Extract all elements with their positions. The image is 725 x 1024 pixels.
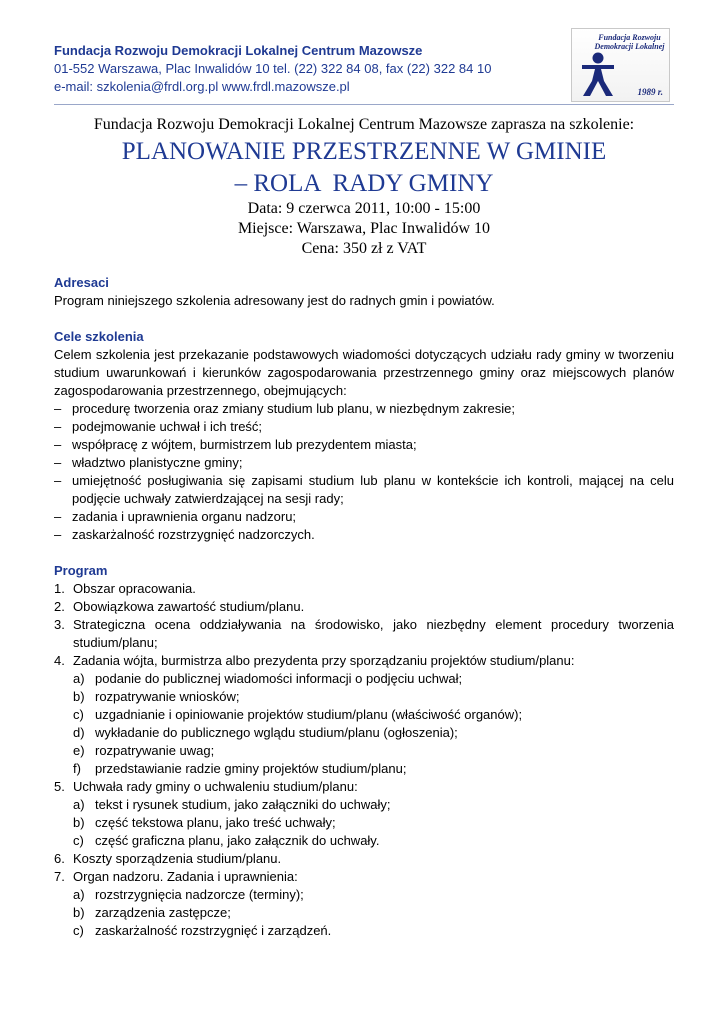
program-subitem-text: zarządzenia zastępcze;	[95, 905, 231, 920]
program-subitem	[54, 832, 674, 850]
program-subitem	[54, 760, 674, 778]
cele-intro: Celem szkolenia jest przekazanie podstawowych wiadomości dotyczących udziału rady gminy w tworzeniu studium uwarunkowań i kierunków zagospodarowania przestrzennego gminy oraz miejscowych planów zagospodarowania przestrzennego, obejmujących:	[54, 347, 674, 398]
list-item-text: umiejętność posługiwania się zapisami studium lub planu w kontekście ich kontroli, mającej na celu podjęcie uchwały zatwierdzającej na sesji rady;	[72, 473, 674, 506]
program-subitem	[54, 706, 674, 724]
program-subitem-letter: a)	[73, 797, 85, 812]
program-subitem-letter: a)	[73, 887, 85, 902]
foundation-logo	[571, 28, 670, 102]
event-details	[54, 199, 674, 259]
adresaci-text: Program niniejszego szkolenia adresowany jest do radnych gmin i powiatów.	[54, 293, 495, 308]
dash-bullet: –	[54, 527, 62, 542]
program-subitem-text: część graficzna planu, jako załącznik do uchwały.	[95, 833, 380, 848]
program-item	[54, 616, 674, 652]
program-item-text: Zadania wójta, burmistrza albo prezydenta przy sporządzaniu projektów studium/planu:	[73, 653, 575, 668]
program-subitem	[54, 742, 674, 760]
program-item-text: Organ nadzoru. Zadania i uprawnienia:	[73, 869, 298, 884]
training-title-line1: PLANOWANIE PRZESTRZENNE W GMINIE	[121, 138, 607, 165]
program-item-number: 3.	[54, 617, 65, 632]
program-item-number: 4.	[54, 653, 65, 668]
list-item	[54, 526, 674, 544]
program-subitem-letter: a)	[73, 671, 85, 686]
program-subitem	[54, 904, 674, 922]
program-item-number: 7.	[54, 869, 65, 884]
program-subitem-letter: b)	[73, 905, 85, 920]
program-item-text: Strategiczna ocena oddziaływania na środowisko, jako niezbędny element procedury tworzenia studium/planu;	[73, 617, 674, 650]
program-subitem-text: rozpatrywanie wniosków;	[95, 689, 240, 704]
list-item-text: władztwo planistyczne gminy;	[72, 455, 243, 470]
program-item	[54, 868, 674, 886]
program-subitem-text: rozpatrywanie uwag;	[95, 743, 215, 758]
program-subitem	[54, 922, 674, 940]
event-place: Miejsce: Warszawa, Plac Inwalidów 10	[237, 220, 491, 237]
program-item	[54, 598, 674, 616]
figure-icon	[578, 51, 618, 97]
program-subitem-text: część tekstowa planu, jako treść uchwały;	[95, 815, 336, 830]
program-item-text: Obowiązkowa zawartość studium/planu.	[73, 599, 305, 614]
program-list	[54, 580, 674, 940]
program-subitem-letter: b)	[73, 689, 85, 704]
dash-bullet: –	[54, 455, 62, 470]
program-subitem-letter: f)	[73, 761, 81, 776]
program-subitem-letter: c)	[73, 707, 84, 722]
program-subitem-letter: c)	[73, 923, 84, 938]
program-subitem-text: zaskarżalność rozstrzygnięć i zarządzeń.	[95, 923, 332, 938]
program-subitem	[54, 796, 674, 814]
program-item-text: Koszty sporządzenia studium/planu.	[73, 851, 282, 866]
event-price: Cena: 350 zł z VAT	[301, 240, 427, 257]
document-body	[54, 274, 674, 940]
event-date: Data: 9 czerwca 2011, 10:00 - 15:00	[247, 200, 481, 217]
list-item	[54, 472, 674, 508]
program-subitem	[54, 814, 674, 832]
logo-year: 1989 r.	[637, 87, 663, 97]
dash-bullet: –	[54, 401, 62, 416]
program-subitem-text: wykładanie do publicznego wglądu studium/planu (ogłoszenia);	[95, 725, 458, 740]
program-subitem-letter: d)	[73, 725, 85, 740]
list-item-text: procedurę tworzenia oraz zmiany studium lub planu, w niezbędnym zakresie;	[72, 401, 515, 416]
org-name: Fundacja Rozwoju Demokracji Lokalnej Centrum Mazowsze	[54, 43, 423, 58]
program-subitem-text: tekst i rysunek studium, jako załączniki do uchwały;	[95, 797, 391, 812]
invitation-line: Fundacja Rozwoju Demokracji Lokalnej Centrum Mazowsze zaprasza na szkolenie:	[93, 116, 635, 133]
program-subitem	[54, 670, 674, 688]
program-subitem-letter: c)	[73, 833, 84, 848]
dash-bullet: –	[54, 437, 62, 452]
dash-bullet: –	[54, 473, 62, 488]
training-title-line2: – ROLA RADY GMINY	[234, 170, 494, 197]
logo-title-line2: Demokracji Lokalnej	[594, 42, 665, 51]
program-subitem-text: rozstrzygnięcia nadzorcze (terminy);	[95, 887, 304, 902]
program-subitem	[54, 688, 674, 706]
program-item	[54, 580, 674, 598]
section-heading-cele: Cele szkolenia	[54, 329, 144, 344]
program-subitem-letter: e)	[73, 743, 85, 758]
org-address: 01-552 Warszawa, Plac Inwalidów 10 tel. (22) 322 84 08, fax (22) 322 84 10	[54, 61, 492, 76]
program-subitem	[54, 724, 674, 742]
program-item-text: Uchwała rady gminy o uchwaleniu studium/planu:	[73, 779, 358, 794]
list-item	[54, 436, 674, 454]
section-heading-program: Program	[54, 563, 108, 578]
program-item-number: 2.	[54, 599, 65, 614]
program-subitem-text: przedstawianie radzie gminy projektów studium/planu;	[95, 761, 407, 776]
dash-bullet: –	[54, 419, 62, 434]
header-divider	[54, 104, 674, 105]
program-subitem-text: uzgadnianie i opiniowanie projektów studium/planu (właściwość organów);	[95, 707, 523, 722]
program-item-number: 6.	[54, 851, 65, 866]
list-item-text: zadania i uprawnienia organu nadzoru;	[72, 509, 297, 524]
program-subitem	[54, 886, 674, 904]
list-item-text: podejmowanie uchwał i ich treść;	[72, 419, 263, 434]
list-item	[54, 400, 674, 418]
program-item	[54, 850, 674, 868]
list-item	[54, 508, 674, 526]
logo-title-line1: Fundacja Rozwoju	[598, 33, 661, 42]
list-item	[54, 454, 674, 472]
list-item	[54, 418, 674, 436]
program-subitem-text: podanie do publicznej wiadomości informacji o podjęciu uchwał;	[95, 671, 463, 686]
list-item-text: współpracę z wójtem, burmistrzem lub prezydentem miasta;	[72, 437, 417, 452]
cele-list	[54, 400, 674, 544]
section-heading-adresaci: Adresaci	[54, 275, 109, 290]
list-item-text: zaskarżalność rozstrzygnięć nadzorczych.	[72, 527, 315, 542]
program-subitem-letter: b)	[73, 815, 85, 830]
program-item-text: Obszar opracowania.	[73, 581, 196, 596]
program-item-number: 1.	[54, 581, 65, 596]
org-contact: e-mail: szkolenia@frdl.org.pl www.frdl.mazowsze.pl	[54, 79, 350, 94]
letterhead	[54, 42, 574, 96]
logo-title	[592, 33, 667, 51]
program-item	[54, 778, 674, 796]
program-item	[54, 652, 674, 670]
program-item-number: 5.	[54, 779, 65, 794]
training-title	[54, 136, 674, 200]
dash-bullet: –	[54, 509, 62, 524]
